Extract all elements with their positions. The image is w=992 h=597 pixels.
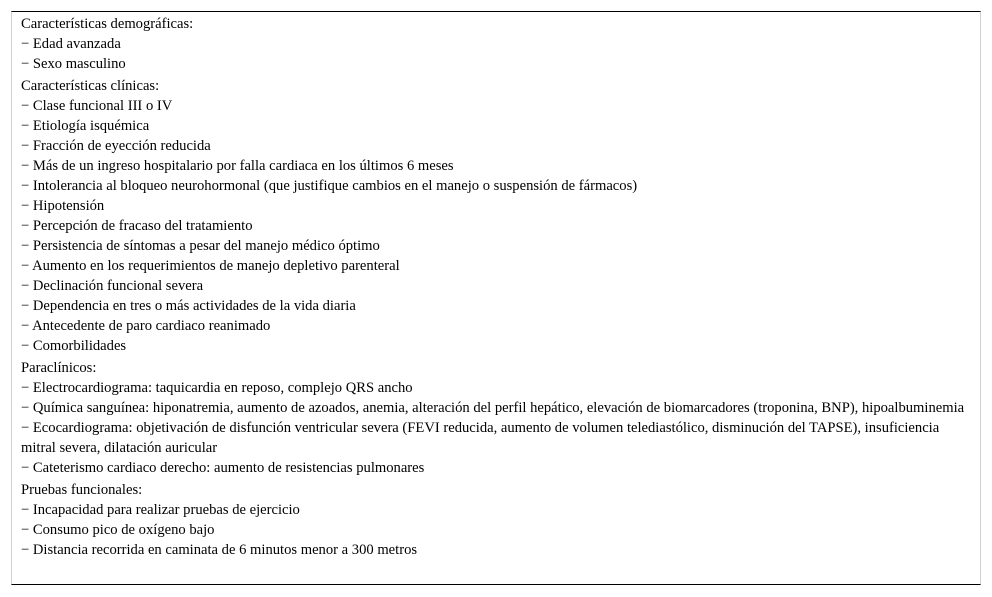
list-item: − Antecedente de paro cardiaco reanimado: [21, 318, 271, 334]
list-item: − Declinación funcional severa: [21, 278, 204, 294]
list-item: − Ecocardiograma: objetivación de disfunción ventricular severa (FEVI reducida, aumento de volumen telediastólico, disminución del TAPSE), insuficiencia mitral severa, dilatación auricular: [21, 420, 940, 456]
item-list: [21, 34, 971, 74]
list-item: − Aumento en los requerimientos de manejo depletivo parenteral: [21, 258, 400, 274]
section: [21, 14, 971, 74]
item-list: [21, 96, 971, 356]
section-heading: Características clínicas:: [21, 78, 160, 94]
section-heading: Pruebas funcionales:: [21, 482, 143, 498]
list-item: − Más de un ingreso hospitalario por falla cardiaca en los últimos 6 meses: [21, 158, 454, 174]
list-item: − Fracción de eyección reducida: [21, 138, 211, 154]
list-item: − Sexo masculino: [21, 56, 126, 72]
list-item: − Consumo pico de oxígeno bajo: [21, 522, 215, 538]
section: [21, 358, 971, 478]
list-item: − Cateterismo cardiaco derecho: aumento de resistencias pulmonares: [21, 460, 425, 476]
list-item: − Dependencia en tres o más actividades de la vida diaria: [21, 298, 356, 314]
list-item: − Comorbilidades: [21, 338, 127, 354]
item-list: [21, 500, 971, 560]
list-item: − Incapacidad para realizar pruebas de ejercicio: [21, 502, 300, 518]
list-item: − Edad avanzada: [21, 36, 121, 52]
table-cell: [21, 14, 971, 560]
list-item: − Química sanguínea: hiponatremia, aumento de azoados, anemia, alteración del perfil hepático, elevación de biomarcadores (troponina, BNP), hipoalbuminemia: [21, 400, 965, 416]
list-item: − Etiología isquémica: [21, 118, 150, 134]
section-heading: Paraclínicos:: [21, 360, 97, 376]
item-list: [21, 378, 971, 478]
list-item: − Electrocardiograma: taquicardia en reposo, complejo QRS ancho: [21, 380, 413, 396]
list-item: − Distancia recorrida en caminata de 6 minutos menor a 300 metros: [21, 542, 418, 558]
section-list: [21, 14, 971, 560]
list-item: − Clase funcional III o IV: [21, 98, 173, 114]
list-item: − Percepción de fracaso del tratamiento: [21, 218, 253, 234]
list-item: − Intolerancia al bloqueo neurohormonal (que justifique cambios en el manejo o suspensión de fármacos): [21, 178, 638, 194]
section: [21, 76, 971, 356]
section-heading: Características demográficas:: [21, 16, 194, 32]
list-item: − Hipotensión: [21, 198, 105, 214]
criteria-table: [11, 11, 981, 585]
section: [21, 480, 971, 560]
list-item: − Persistencia de síntomas a pesar del manejo médico óptimo: [21, 238, 380, 254]
